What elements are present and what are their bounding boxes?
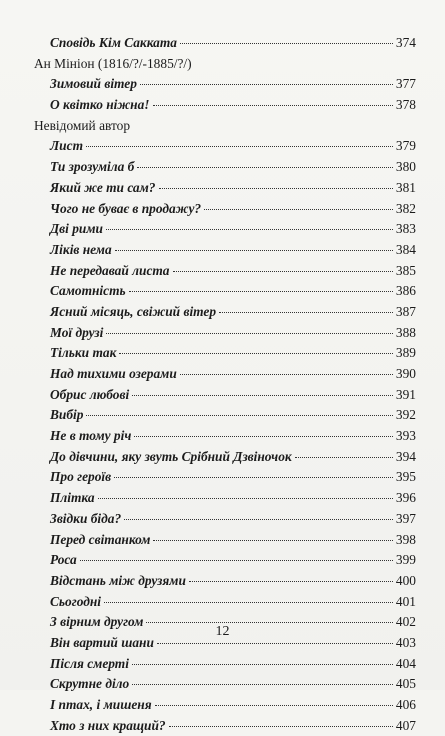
entry-title: Обрис любові	[50, 386, 130, 402]
toc-entry	[34, 343, 416, 364]
dot-leader	[86, 145, 393, 147]
dot-leader	[129, 290, 393, 292]
entry-page-number: 388	[395, 324, 416, 340]
entry-title: Ясний місяць, свіжий вітер	[50, 303, 217, 319]
entry-page-number: 403	[395, 634, 416, 650]
author-name: Невідомий автор	[34, 117, 131, 133]
toc-entry	[34, 240, 416, 261]
toc-entry	[34, 199, 416, 220]
entry-title: Дві рими	[50, 221, 103, 237]
dot-leader	[153, 104, 393, 106]
toc-entry	[34, 695, 416, 716]
author-name: Ан Мініон (1816/?/-1885/?/)	[34, 55, 192, 71]
toc-entry	[34, 33, 416, 54]
dot-leader	[114, 476, 393, 478]
dot-leader	[159, 187, 393, 189]
entry-page-number: 400	[395, 572, 416, 588]
toc-entry	[34, 674, 416, 695]
entry-page-number: 396	[395, 490, 416, 506]
dot-leader	[204, 208, 393, 210]
entry-title: Тільки так	[50, 345, 117, 361]
toc-entry	[34, 509, 416, 530]
dot-leader	[180, 42, 393, 44]
dot-leader	[124, 518, 393, 520]
entry-page-number: 383	[395, 221, 416, 237]
dot-leader	[189, 580, 393, 582]
entry-title: Вибір	[50, 407, 84, 423]
toc-entry	[34, 364, 416, 385]
entry-page-number: 391	[395, 386, 416, 402]
entry-page-number: 377	[395, 76, 416, 92]
toc-entry	[34, 467, 416, 488]
entry-title: Про героїв	[50, 469, 112, 485]
dot-leader	[169, 725, 393, 727]
entry-page-number: 394	[395, 448, 416, 464]
toc-entry	[34, 426, 416, 447]
dot-leader	[80, 559, 393, 561]
entry-page-number: 392	[395, 407, 416, 423]
toc-entry	[34, 178, 416, 199]
entry-title: Мої друзі	[50, 324, 104, 340]
entry-page-number: 386	[395, 283, 416, 299]
entry-title: Самотність	[50, 283, 126, 299]
toc-entry	[34, 74, 416, 95]
dot-leader	[98, 497, 393, 499]
toc-entry	[34, 592, 416, 613]
entry-page-number: 389	[395, 345, 416, 361]
toc-entry	[34, 385, 416, 406]
dot-leader	[134, 435, 393, 437]
entry-title: Хто з них кращий?	[50, 717, 166, 733]
dot-leader	[155, 704, 393, 706]
toc-entry	[34, 654, 416, 675]
entry-title: Який же ти сам?	[50, 179, 156, 195]
dot-leader	[106, 228, 393, 230]
page-number: 12	[215, 624, 230, 639]
entry-page-number: 390	[395, 366, 416, 381]
entry-title: Ти зрозуміла б	[50, 159, 135, 175]
entry-title: Звідки біда?	[50, 510, 122, 526]
toc-entry	[34, 447, 416, 468]
entry-title: Зимовий вітер	[50, 76, 137, 92]
entry-title: Відстань між друзями	[50, 572, 186, 588]
toc-entry	[34, 281, 416, 302]
entry-title: Роса	[50, 552, 77, 568]
toc-entry	[34, 157, 416, 178]
toc-entry	[34, 219, 416, 240]
entry-page-number: 398	[395, 531, 416, 547]
entry-title: Сповідь Кім Сакката	[50, 35, 177, 50]
entry-page-number: 406	[395, 697, 416, 712]
dot-leader	[86, 414, 392, 416]
dot-leader	[132, 683, 393, 685]
toc-entry	[34, 550, 416, 571]
entry-title: Скрутне діло	[50, 676, 130, 692]
toc-entry	[34, 530, 416, 551]
entry-page-number: 407	[395, 717, 416, 733]
entry-title: Перед світанком	[50, 531, 151, 547]
entry-page-number: 393	[395, 428, 416, 444]
dot-leader	[137, 166, 393, 168]
entry-page-number: 378	[395, 97, 416, 113]
entry-title: Чого не буває в продажу?	[50, 200, 202, 216]
dot-leader	[173, 270, 393, 272]
entry-page-number: 384	[395, 241, 416, 257]
dot-leader	[106, 332, 393, 334]
entry-title: З вірним другом	[50, 614, 144, 630]
toc-entry	[34, 716, 416, 736]
entry-page-number: 405	[395, 676, 416, 692]
dot-leader	[132, 663, 393, 665]
toc-author-heading	[34, 116, 416, 137]
entry-title: І птах, і мишеня	[50, 697, 152, 712]
entry-page-number: 399	[395, 552, 416, 568]
entry-page-number: 379	[395, 138, 416, 154]
dot-leader	[153, 539, 392, 541]
dot-leader	[295, 456, 393, 458]
entry-page-number: 404	[395, 655, 416, 671]
entry-title: Після смерті	[50, 655, 129, 671]
toc-entry	[34, 302, 416, 323]
dot-leader	[157, 642, 393, 644]
entry-page-number: 385	[395, 262, 416, 278]
toc-entry	[34, 136, 416, 157]
entry-page-number: 381	[395, 179, 416, 195]
entry-page-number: 401	[395, 593, 416, 609]
entry-title: Не передавай листа	[50, 262, 170, 278]
entry-page-number: 402	[395, 614, 416, 630]
dot-leader	[219, 311, 393, 313]
dot-leader	[104, 601, 393, 603]
entry-title: Він вартий шани	[50, 634, 154, 650]
entry-page-number: 382	[395, 200, 416, 216]
entry-title: Над тихими озерами	[50, 366, 177, 381]
dot-leader	[140, 83, 393, 85]
entry-title: Не в тому річ	[50, 428, 132, 444]
entry-title: До дівчини, яку звуть Срібний Дзвіночок	[50, 448, 292, 464]
dot-leader	[146, 621, 393, 623]
entry-title: Лист	[50, 138, 83, 154]
toc-author-heading	[34, 54, 416, 75]
entry-page-number: 397	[395, 510, 416, 526]
entry-title: Сьогодні	[50, 593, 102, 609]
entry-page-number: 387	[395, 303, 416, 319]
dot-leader	[132, 394, 393, 396]
toc-entry	[34, 405, 416, 426]
dot-leader	[115, 249, 393, 251]
entry-page-number: 380	[395, 159, 416, 175]
entry-title: Ліків нема	[50, 241, 112, 257]
dot-leader	[119, 352, 393, 354]
dot-leader	[180, 373, 393, 375]
toc-entry	[34, 323, 416, 344]
entry-title: О квітко ніжна!	[50, 97, 150, 113]
entry-page-number: 374	[395, 35, 416, 50]
toc-entry	[34, 488, 416, 509]
toc-entry	[34, 95, 416, 116]
toc-entry	[34, 261, 416, 282]
toc-entry	[34, 571, 416, 592]
entry-page-number: 395	[395, 469, 416, 485]
entry-title: Плітка	[50, 490, 95, 506]
